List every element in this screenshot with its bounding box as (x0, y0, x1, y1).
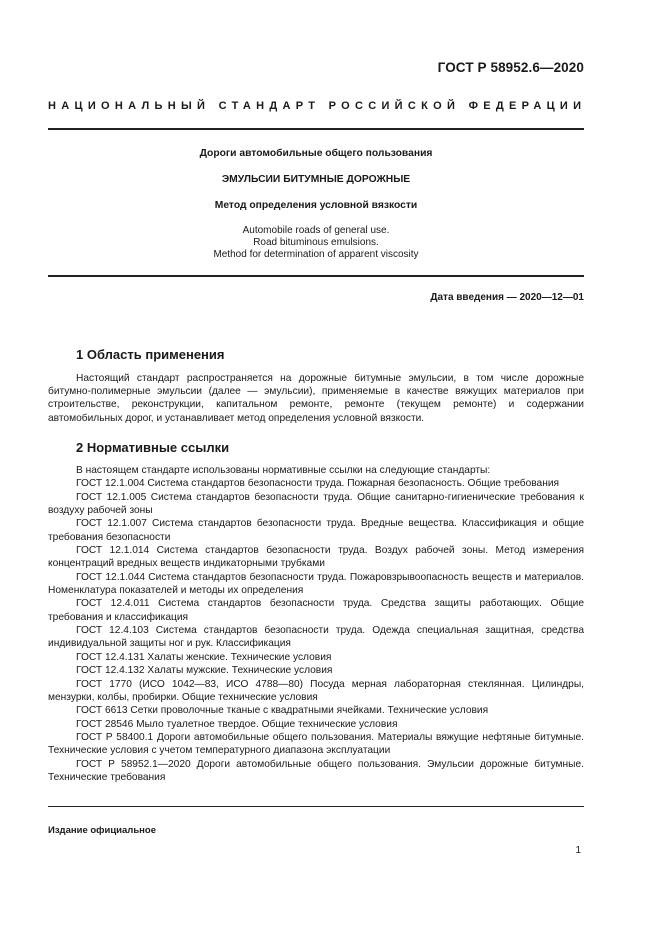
title-line-2: ЭМУЛЬСИИ БИТУМНЫЕ ДОРОЖНЫЕ (221, 174, 411, 185)
reference-item: ГОСТ 12.1.007 Система стандартов безопасности труда. Вредные вещества. Классификация и общие требования безопасности (48, 518, 584, 543)
reference-item: ГОСТ 12.4.011 Система стандартов безопасности труда. Средства защиты работающих. Общие требования и классификация (48, 598, 584, 623)
reference-item: ГОСТ 1770 (ИСО 1042—83, ИСО 4788—80) Посуда мерная лабораторная стеклянная. Цилиндры, мензурки, колбы, пробирки. Общие технические условия (48, 678, 584, 703)
references-intro: В настоящем стандарте использованы нормативные ссылки на следующие стандарты: (76, 465, 491, 476)
title-line-3: Метод определения условной вязкости (214, 200, 418, 211)
title-divider (48, 275, 584, 277)
reference-item: ГОСТ 12.1.004 Система стандартов безопасности труда. Пожарная безопасность. Общие требования (76, 478, 560, 490)
standard-number: ГОСТ Р 58952.6—2020 (437, 60, 584, 75)
reference-item: ГОСТ 12.1.005 Система стандартов безопасности труда. Общие санитарно-гигиенические требования к воздуху рабочей зоны (48, 491, 584, 517)
reference-item: ГОСТ 6613 Сетки проволочные тканые с квадратными ячейками. Технические условия (76, 705, 489, 717)
reference-item: ГОСТ 12.4.131 Халаты женские. Технические условия (76, 651, 332, 663)
reference-item: ГОСТ 12.1.014 Система стандартов безопасности труда. Воздух рабочей зоны. Метод измерения концентраций вредных веществ индикаторными трубками (48, 545, 584, 570)
section-1-paragraph: Настоящий стандарт распространяется на дорожные битумные эмульсии, в том числе дорожные битумно-полимерные эмульсии (далее — эмульсии), применяемые в качестве вяжущих материалов при строительстве, реконструкции, капитальном ремонте, ремонте (текущем ремонте) и содержании автомобильных дорог, и устанавливает метод определения условной вязкости. (48, 373, 584, 424)
reference-item: ГОСТ 12.4.132 Халаты мужские. Технические условия (76, 665, 333, 677)
title-line-1: Дороги автомобильные общего пользования (199, 148, 433, 159)
page-number: 1 (575, 845, 581, 856)
national-standard-title: НАЦИОНАЛЬНЫЙ СТАНДАРТ РОССИЙСКОЙ ФЕДЕРАЦИИ (48, 100, 587, 112)
official-edition-label: Издание официальное (48, 825, 156, 836)
english-title-line-1: Automobile roads of general use. (242, 225, 390, 236)
reference-item: ГОСТ Р 58400.1 Дороги автомобильные общего пользования. Материалы вяжущие нефтяные битумные. Технические условия с учетом температурного диапазона эксплуатации (48, 731, 584, 757)
reference-item: ГОСТ 12.4.103 Система стандартов безопасности труда. Одежда специальная защитная, средства индивидуальной защиты ног и рук. Классификация (48, 625, 584, 650)
footer-divider (48, 806, 584, 807)
section-2-heading: 2 Нормативные ссылки (76, 440, 230, 455)
section-1-text (48, 372, 584, 425)
header-divider (48, 128, 584, 130)
reference-item: ГОСТ Р 58952.1—2020 Дороги автомобильные общего пользования. Эмульсии дорожные битумные. Технические требования (48, 758, 584, 783)
reference-item: ГОСТ 12.1.044 Система стандартов безопасности труда. Пожаровзрывоопасность веществ и материалов. Номенклатура показателей и методы их определения (48, 571, 584, 597)
introduction-date: Дата введения — 2020—12—01 (430, 292, 584, 303)
reference-item: ГОСТ 28546 Мыло туалетное твердое. Общие технические условия (76, 718, 398, 730)
normative-references-list (48, 464, 584, 784)
english-title-line-2: Road bituminous emulsions. (253, 237, 379, 248)
section-1-heading: 1 Область применения (76, 347, 225, 362)
english-title-line-3: Method for determination of apparent viscosity (213, 249, 419, 260)
